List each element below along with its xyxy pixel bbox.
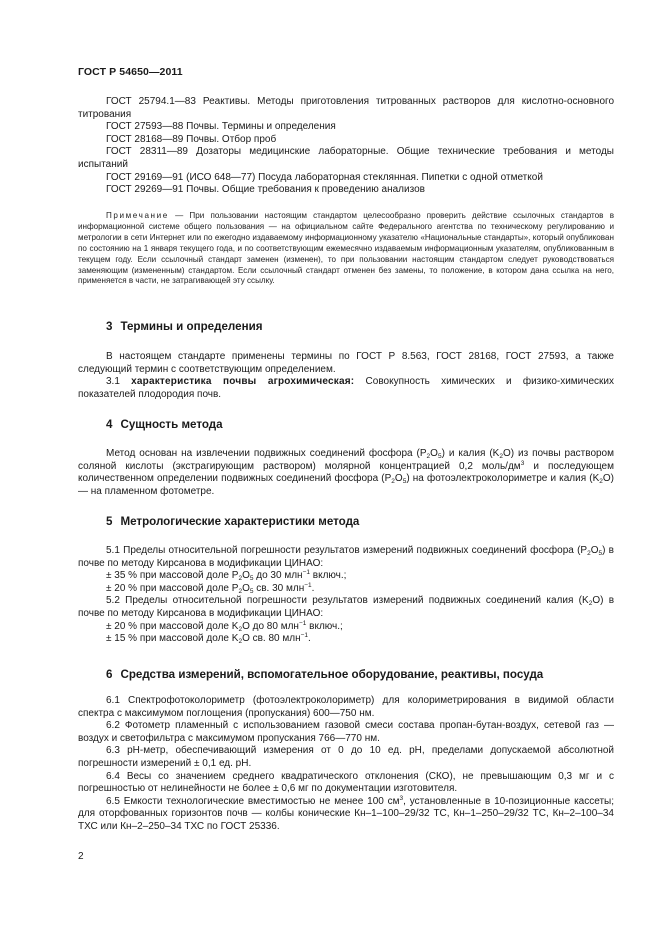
section-5-body xyxy=(78,545,614,646)
section-6-heading: 6 Средства измерений, вспомогательное оборудование, реактивы, посуда xyxy=(106,668,544,681)
section-6-body xyxy=(78,695,614,834)
section-6-1: 6.1 Спектрофотоколориметр (фотоэлектроколориметр) для колориметрирования в видимой области спектра с максимумом поглощения (пропускания) 600—750 нм. xyxy=(78,695,614,719)
section-5-limit: ± 15 % при массовой доле $K_2O$ св. 80 млн$^{-1}$. xyxy=(106,632,311,646)
section-5-1: 5.1 Пределы относительной погрешности результатов измерений подвижных соединений фосфора $(P_2O_5)$ в почве по методу Кирсанова в модификации ЦИНАО: xyxy=(78,545,614,569)
document-header: ГОСТ Р 54650—2011 xyxy=(78,66,183,78)
section-6-3: 6.3 pH-метр, обеспечивающий измерения от 0 до 10 ед. pH, пределами допускаемой абсолютной погрешности измерений ± 0,1 ед. pH. xyxy=(78,745,614,769)
section-4-body xyxy=(78,448,614,498)
section-5-limit: ± 20 % при массовой доле $K_2O$ до 80 млн$^{-1}$ включ.; xyxy=(106,619,343,633)
section-3-heading: 3 Термины и определения xyxy=(106,320,263,333)
section-6-2: 6.2 Фотометр пламенный с использованием газовой смеси состава пропан-бутан-воздух, сетевой газ — воздух и светофильтра с максимумом пропускания 766—770 нм. xyxy=(78,720,614,744)
section-6-5: 6.5 Емкости технологические вместимостью не менее 100 $см^3$, установленные в 10-позиционные кассеты; для оторфованных горизонтов почв — колбы конические Кн–1–100–29/32 ТС, Кн–1–250–29/32 ТС, Кн–2–100–34 ТХС или Кн–2–250–34 ТХС по ГОСТ 25336. xyxy=(78,794,615,832)
reference-item: ГОСТ 28311—89 Дозаторы медицинские лабораторные. Общие технические требования и методы испытаний xyxy=(78,146,614,170)
section-4-heading: 4 Сущность метода xyxy=(106,418,223,431)
reference-item: ГОСТ 27593—88 Почвы. Термины и определения xyxy=(106,121,336,133)
reference-item: ГОСТ 28168—89 Почвы. Отбор проб xyxy=(106,133,277,145)
reference-item: ГОСТ 25794.1—83 Реактивы. Методы приготовления титрованных растворов для кислотно-основного титрования xyxy=(78,96,615,120)
note-label: Примечание xyxy=(106,211,169,220)
section-5-heading: 5 Метрологические характеристики метода xyxy=(106,515,360,528)
references-list xyxy=(78,96,614,197)
reference-item: ГОСТ 29169—91 (ИСО 648—77) Посуда лабораторная стеклянная. Пипетки с одной отметкой xyxy=(106,171,543,183)
section-5-limit: ± 35 % при массовой доле $P_2O_5$ до 30 млн$^{-1}$ включ.; xyxy=(106,569,347,583)
note-text: Примечание — При пользовании настоящим стандартом целесообразно проверить действие ссылочных стандартов в информационной системе общего пользования — на официальном сайте Федерального агентства по техническому регулированию и метрологии в сети Интернет или по ежегодно издаваемому информационному указателю «Национальные стандарты», который опубликован по состоянию на 1 января текущего года, и по соответствующим ежемесячно издаваемым информационным указателям, опубликованным в текущем году. Если ссылочный стандарт заменен (изменен), то при пользовании настоящим стандартом следует руководствоваться заменяющим (измененным) стандартом. Если ссылочный стандарт отменен без замены, то положение, в котором дана ссылка на него, применяется в части, не затрагивающей эту ссылку. xyxy=(78,211,614,286)
section-3-intro: В настоящем стандарте применены термины по ГОСТ Р 8.563, ГОСТ 28168, ГОСТ 27593, а также следующий термин с соответствующим определением. xyxy=(78,351,614,375)
section-5-2: 5.2 Пределы относительной погрешности результатов измерений подвижных соединений калия $(K_2O)$ в почве по методу Кирсанова в модификации ЦИНАО: xyxy=(78,595,615,619)
section-3-term: 3.1 характеристика почвы агрохимическая: Совокупность химических и физико-химических показателей плодородия почв. xyxy=(78,376,615,400)
page-number: 2 xyxy=(78,851,84,862)
section-5-limit: ± 20 % при массовой доле $P_2O_5$ св. 30 млн$^{-1}$. xyxy=(106,581,315,595)
note-block xyxy=(78,211,614,287)
section-4-text: Метод основан на извлечении подвижных соединений фосфора $(P_2O_5)$ и калия $(K_2O)$ из почвы раствором соляной кислоты (экстрагирующим раствором) молярной концентрацией 0,2 моль/$дм^3$ и последующем количественном определении подвижных соединений фосфора $(P_2O_5)$ на фотоэлектроколориметре и калия $(K_2O)$ — на пламенном фотометре. xyxy=(78,448,614,497)
section-3-body xyxy=(78,351,614,401)
reference-item: ГОСТ 29269—91 Почвы. Общие требования к проведению анализов xyxy=(106,184,425,196)
section-6-4: 6.4 Весы со значением среднего квадратического отклонения (СКО), не превышающим 0,3 мг и с погрешностью от нелинейности не более ± 0,6 мг по документации изготовителя. xyxy=(78,770,614,795)
